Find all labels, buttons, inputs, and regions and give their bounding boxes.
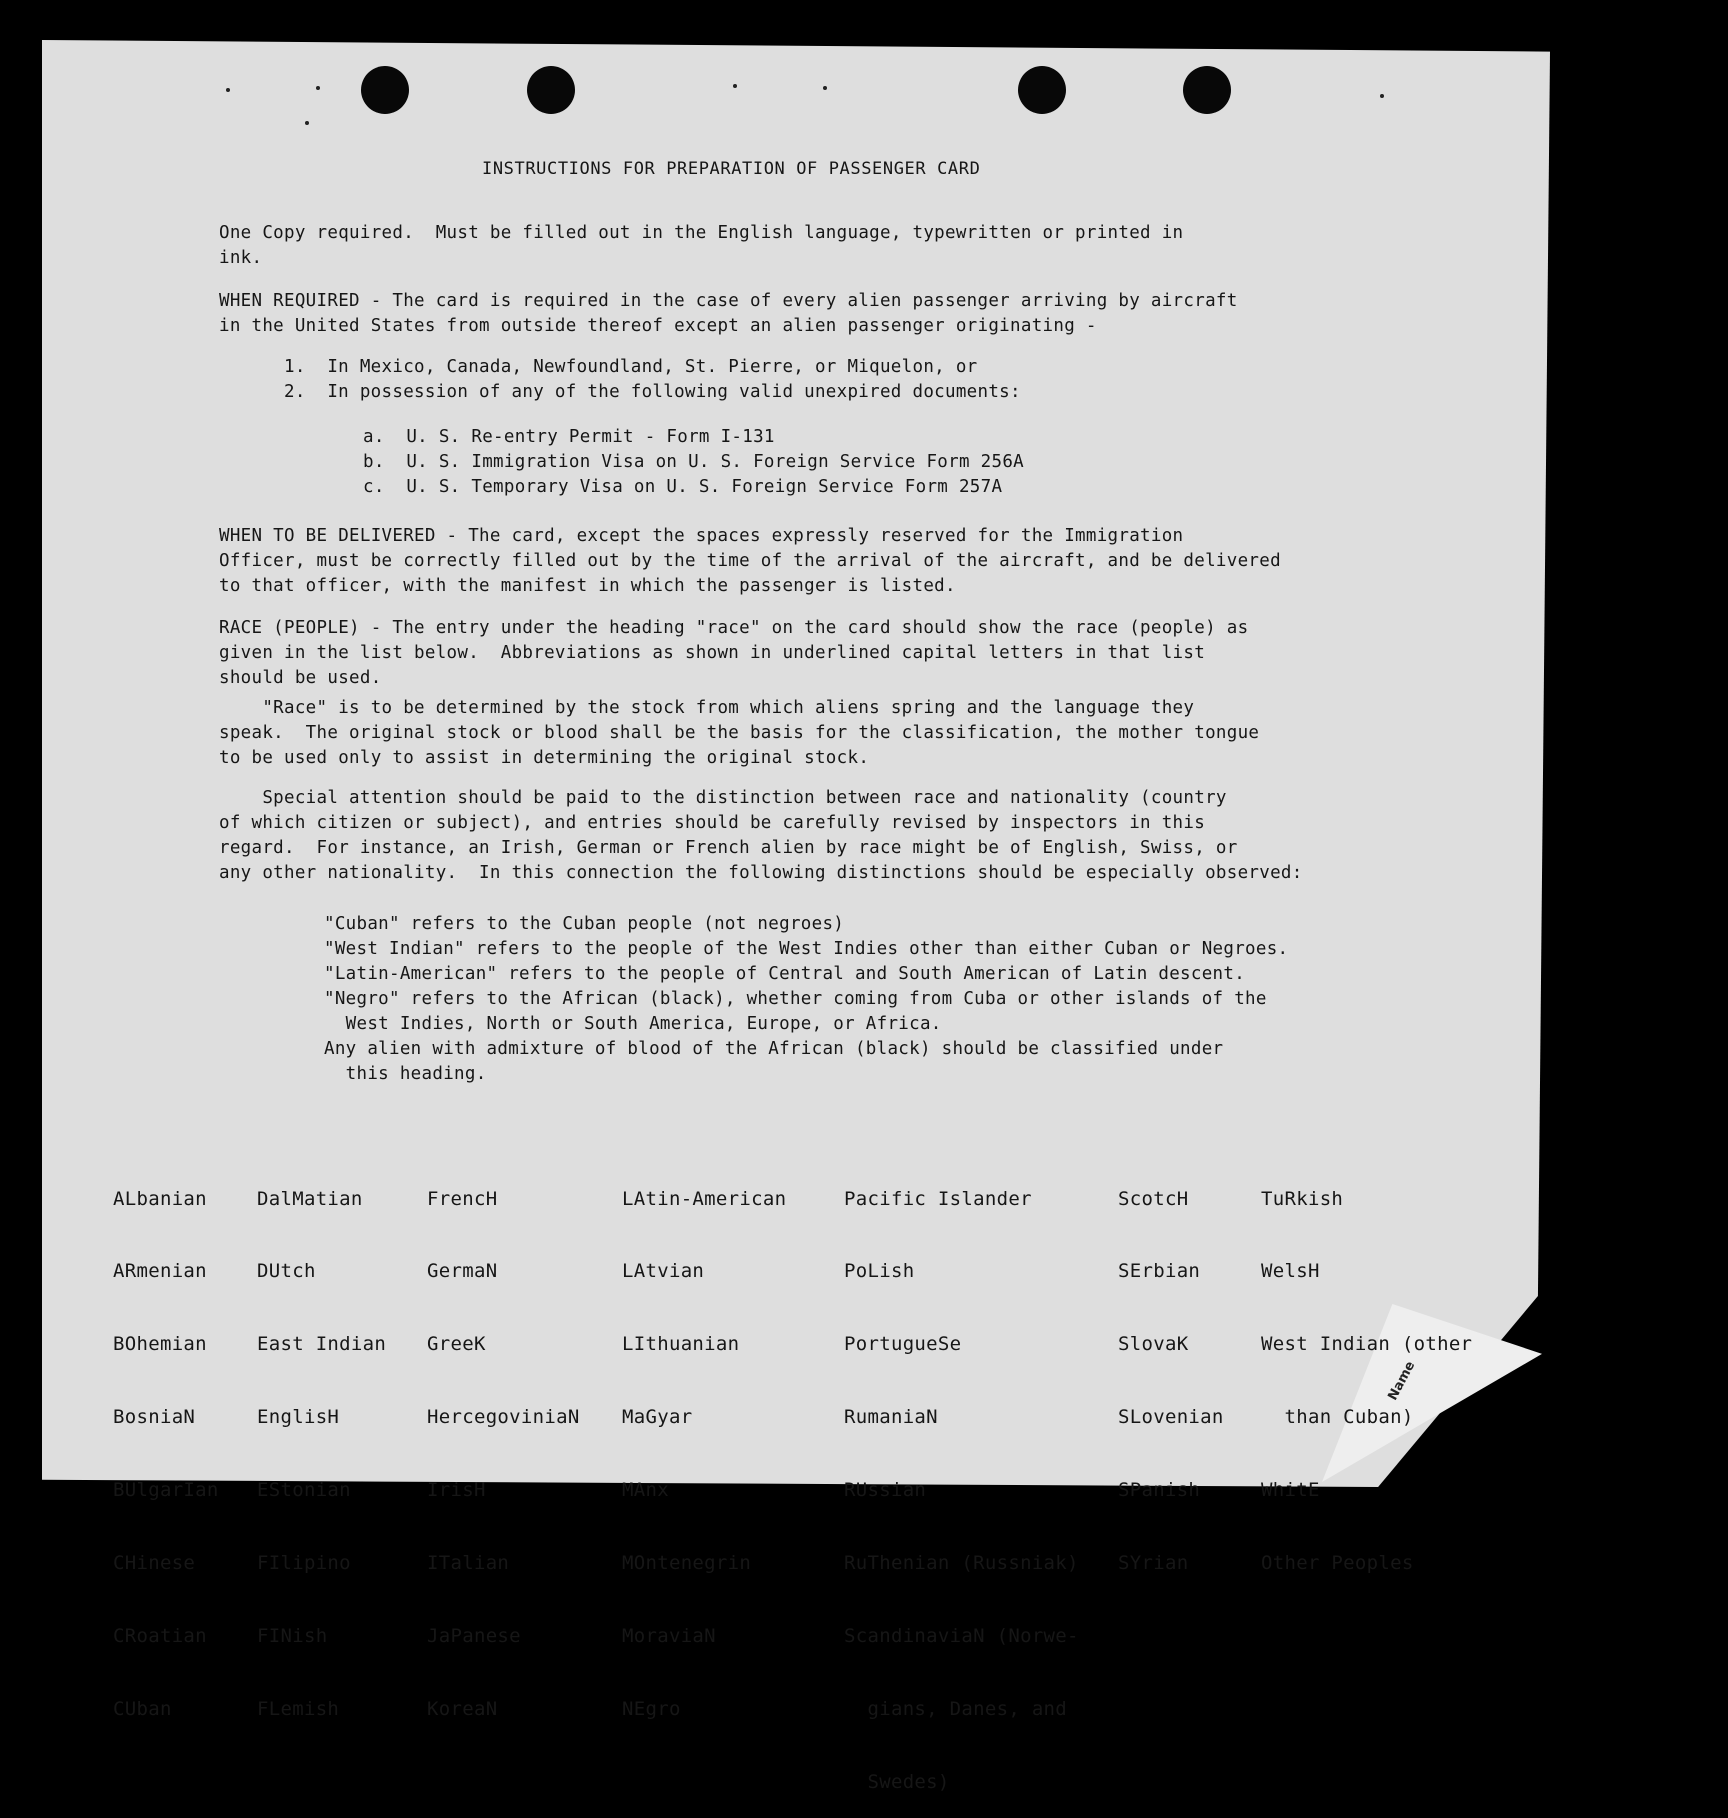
punch-hole <box>361 66 409 114</box>
punch-hole <box>1018 66 1066 114</box>
race-list-item: FrencH <box>427 1187 498 1210</box>
race-list-item: CHinese <box>113 1552 196 1575</box>
race-list-item: RUssian <box>844 1479 927 1502</box>
race-list-item: BUlgarIan <box>113 1479 219 1502</box>
race-list-item: TuRkish <box>1261 1187 1344 1210</box>
race-list-column <box>113 1138 219 1745</box>
race-paragraph-3: Special attention should be paid to the distinction between race and nationality (country of which citizen or subject), and entries should be carefully revised by inspectors in this regard. For instance, an Irish, German or French alien by race might be of English, Swiss, or any other nationality. In this connection the following distinctions should be especially observed: <box>219 788 1303 883</box>
race-list-item: SErbian <box>1118 1260 1201 1283</box>
race-list-column <box>844 1138 1079 1818</box>
race-paragraph-2: "Race" is to be determined by the stock from which aliens spring and the language they speak. The original stock or blood shall be the basis for the classification, the mother tongue to be used only to assist in determining the original stock. <box>219 698 1260 768</box>
speck <box>1380 94 1384 98</box>
race-list-item: Swedes) <box>844 1770 950 1793</box>
race-list-item: FIlipino <box>257 1552 351 1575</box>
race-list-item: NEgro <box>622 1697 681 1720</box>
race-list-item: PortugueSe <box>844 1333 962 1356</box>
punch-hole <box>527 66 575 114</box>
when-required-items: 1. In Mexico, Canada, Newfoundland, St. Pierre, or Miquelon, or 2. In possession of any of the following valid unexpired documents: <box>284 357 1021 402</box>
race-list-item: KoreaN <box>427 1697 498 1720</box>
speck <box>316 86 320 90</box>
race-list-item: RumaniaN <box>844 1406 938 1429</box>
speck <box>823 86 827 90</box>
race-list-item: ScotcH <box>1118 1187 1189 1210</box>
race-list-item: RuThenian (Russniak) <box>844 1552 1079 1575</box>
race-list-item: than Cuban) <box>1261 1406 1414 1429</box>
race-list-item: FINish <box>257 1624 328 1647</box>
race-list-item: IrisH <box>427 1479 486 1502</box>
when-delivered-paragraph: WHEN TO BE DELIVERED - The card, except the spaces expressly reserved for the Immigration Officer, must be correctly filled out by the time of the arrival of the aircraft, and be delivered to that officer, with the manifest in which the passenger is listed. <box>219 526 1281 596</box>
race-list-item: East Indian <box>257 1333 387 1356</box>
race-distinctions: "Cuban" refers to the Cuban people (not negroes) "West Indian" refers to the people of the West Indies other than either Cuban or Negroes. "Latin-American" refers to the people of Central and South American of Latin descent. "Negro" refers to the African (black), whether coming from Cuba or other islands of the West Indies, North or South America, Europe, or Africa. Any alien with admixture of blood of the African (black) should be classified under this heading. <box>324 914 1289 1084</box>
race-list-item: LAtvian <box>622 1260 705 1283</box>
race-list-item: ITalian <box>427 1552 510 1575</box>
race-list-item: CUban <box>113 1697 172 1720</box>
race-list-item: SLovenian <box>1118 1406 1224 1429</box>
race-list-item: gians, Danes, and <box>844 1697 1068 1720</box>
punch-hole <box>1183 66 1231 114</box>
race-list-item: MaGyar <box>622 1406 693 1429</box>
race-list-item: GermaN <box>427 1260 498 1283</box>
race-list-item: MoraviaN <box>622 1624 716 1647</box>
when-required-subitems: a. U. S. Re-entry Permit - Form I-131 b. U. S. Immigration Visa on U. S. Foreign Service Form 256A c. U. S. Temporary Visa on U. S. Foreign Service Form 257A <box>363 427 1024 497</box>
race-list-item: BOhemian <box>113 1333 207 1356</box>
speck <box>733 84 737 88</box>
race-list-item: Other Peoples <box>1261 1552 1414 1575</box>
race-list-item: HercegoviniaN <box>427 1406 580 1429</box>
race-list-item: MAnx <box>622 1479 669 1502</box>
race-list-item: West Indian (other <box>1261 1333 1473 1356</box>
speck <box>226 88 230 92</box>
race-list-item: EnglisH <box>257 1406 340 1429</box>
race-list-item: ScandinaviaN (Norwe- <box>844 1624 1079 1647</box>
race-list-item: FLemish <box>257 1697 340 1720</box>
race-list-item: CRoatian <box>113 1624 207 1647</box>
race-list-column <box>427 1138 580 1745</box>
race-list-column <box>257 1138 386 1745</box>
race-list-column <box>622 1138 786 1745</box>
race-list-item: EStonian <box>257 1479 351 1502</box>
race-list-item: WelsH <box>1261 1260 1320 1283</box>
race-list-item: SPanish <box>1118 1479 1201 1502</box>
race-paragraph-1: RACE (PEOPLE) - The entry under the heading "race" on the card should show the race (people) as given in the list below. Abbreviations as shown in underlined capital letters in that list should be used. <box>219 618 1249 688</box>
race-list-item: BosniaN <box>113 1406 196 1429</box>
race-list-item: DalMatian <box>257 1187 363 1210</box>
race-list-item: JaPanese <box>427 1624 521 1647</box>
race-list-item: PoLish <box>844 1260 915 1283</box>
race-list-item: LAtin-American <box>622 1187 787 1210</box>
page-title: INSTRUCTIONS FOR PREPARATION OF PASSENGER CARD <box>482 159 981 179</box>
race-list-item: Pacific Islander <box>844 1187 1032 1210</box>
race-list-item: DUtch <box>257 1260 316 1283</box>
intro-paragraph: One Copy required. Must be filled out in the English language, typewritten or printed in ink. <box>219 223 1184 268</box>
fold-label: Name <box>1385 1358 1419 1404</box>
race-list-item: GreeK <box>427 1333 486 1356</box>
when-required-paragraph: WHEN REQUIRED - The card is required in the case of every alien passenger arriving by aircraft in the United States from outside thereof except an alien passenger originating - <box>219 291 1238 336</box>
race-list-item: ARmenian <box>113 1260 207 1283</box>
speck <box>305 121 309 125</box>
race-list-column <box>1261 1138 1472 1600</box>
race-list-item: SlovaK <box>1118 1333 1189 1356</box>
race-list-item: WhitE <box>1261 1479 1320 1502</box>
race-list-item: LIthuanian <box>622 1333 740 1356</box>
race-list-item: ALbanian <box>113 1187 207 1210</box>
race-list-item: MOntenegrin <box>622 1552 752 1575</box>
race-list-column <box>1118 1138 1224 1600</box>
race-list-item: SYrian <box>1118 1552 1189 1575</box>
